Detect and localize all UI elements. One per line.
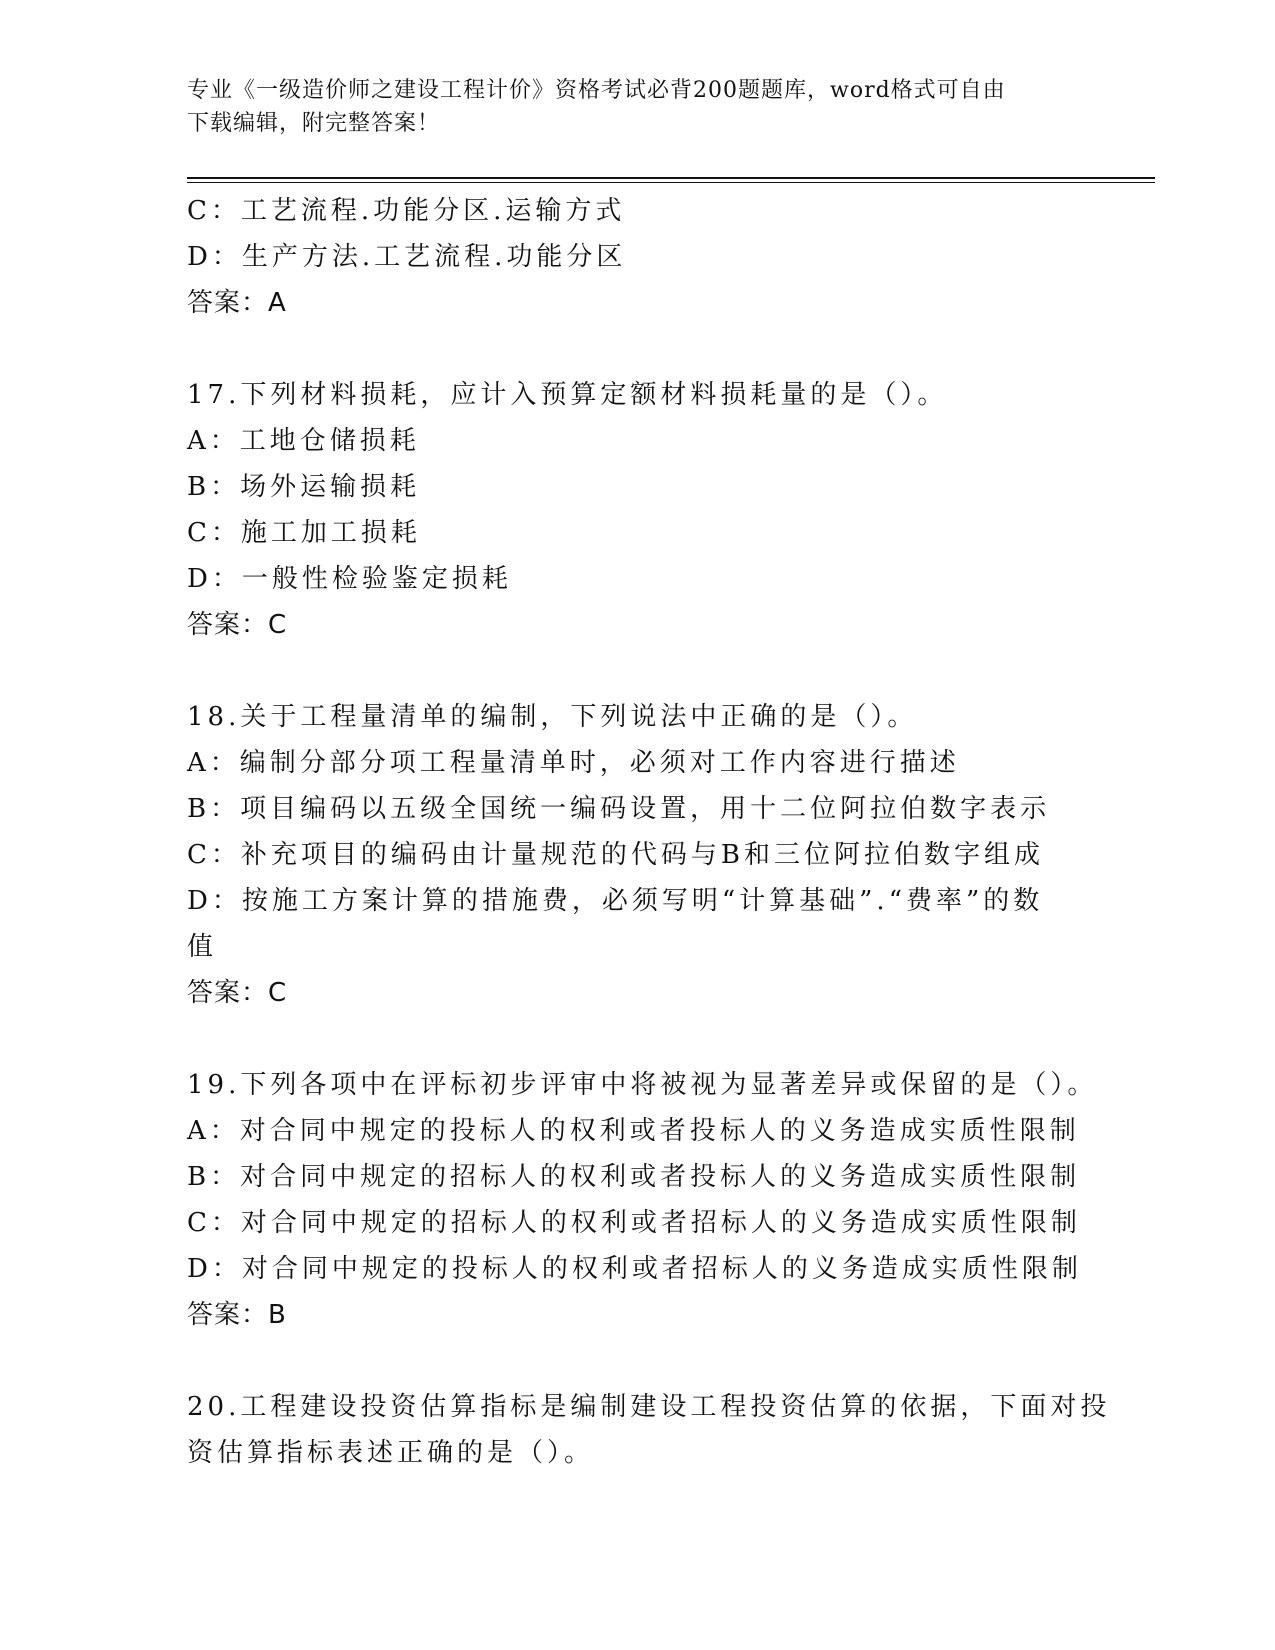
option-d: D：生产方法.工艺流程.功能分区 xyxy=(187,242,627,272)
option-a: A：编制分部分项工程量清单时，必须对工作内容进行描述 xyxy=(187,748,960,778)
header-line-1: 专业《一级造价师之建设工程计价》资格考试必背200题题库，word格式可自由 xyxy=(187,78,1006,103)
option-d-continued: 值 xyxy=(187,932,218,962)
option-a: A：工地仓储损耗 xyxy=(187,426,420,456)
header-divider-thick xyxy=(187,177,1155,179)
option-d: D：按施工方案计算的措施费，必须写明“计算基础”.“费率”的数 xyxy=(187,886,1044,916)
option-b: B：对合同中规定的招标人的权利或者投标人的义务造成实质性限制 xyxy=(187,1162,1081,1192)
option-c: C：补充项目的编码由计量规范的代码与B和三位阿拉伯数字组成 xyxy=(187,840,1045,870)
answer-line: 答案：A xyxy=(187,288,287,318)
question-stem: 19.下列各项中在评标初步评审中将被视为显著差异或保留的是（）。 xyxy=(187,1070,1098,1100)
header-line-2: 下载编辑，附完整答案！ xyxy=(187,111,441,136)
answer-line: 答案：B xyxy=(187,1300,287,1330)
document-header xyxy=(187,74,1087,140)
answer-line: 答案：C xyxy=(187,978,288,1008)
option-a: A：对合同中规定的投标人的权利或者投标人的义务造成实质性限制 xyxy=(187,1116,1080,1146)
question-stem: 18.关于工程量清单的编制，下列说法中正确的是（）。 xyxy=(187,702,918,732)
answer-line: 答案：C xyxy=(187,610,288,640)
option-b: B：场外运输损耗 xyxy=(187,472,421,502)
option-d: D：一般性检验鉴定损耗 xyxy=(187,564,512,594)
question-stem-continued: 资估算指标表述正确的是（）。 xyxy=(187,1438,595,1468)
question-stem: 20.工程建设投资估算指标是编制建设工程投资估算的依据，下面对投 xyxy=(187,1392,1111,1422)
question-stem: 17.下列材料损耗，应计入预算定额材料损耗量的是（）。 xyxy=(187,380,948,410)
option-c: C：工艺流程.功能分区.运输方式 xyxy=(187,196,626,226)
option-b: B：项目编码以五级全国统一编码设置，用十二位阿拉伯数字表示 xyxy=(187,794,1051,824)
option-d: D：对合同中规定的投标人的权利或者招标人的义务造成实质性限制 xyxy=(187,1254,1082,1284)
header-divider-thin xyxy=(187,182,1155,183)
option-c: C：施工加工损耗 xyxy=(187,518,421,548)
option-c: C：对合同中规定的招标人的权利或者招标人的义务造成实质性限制 xyxy=(187,1208,1081,1238)
question-list xyxy=(187,188,1111,1476)
